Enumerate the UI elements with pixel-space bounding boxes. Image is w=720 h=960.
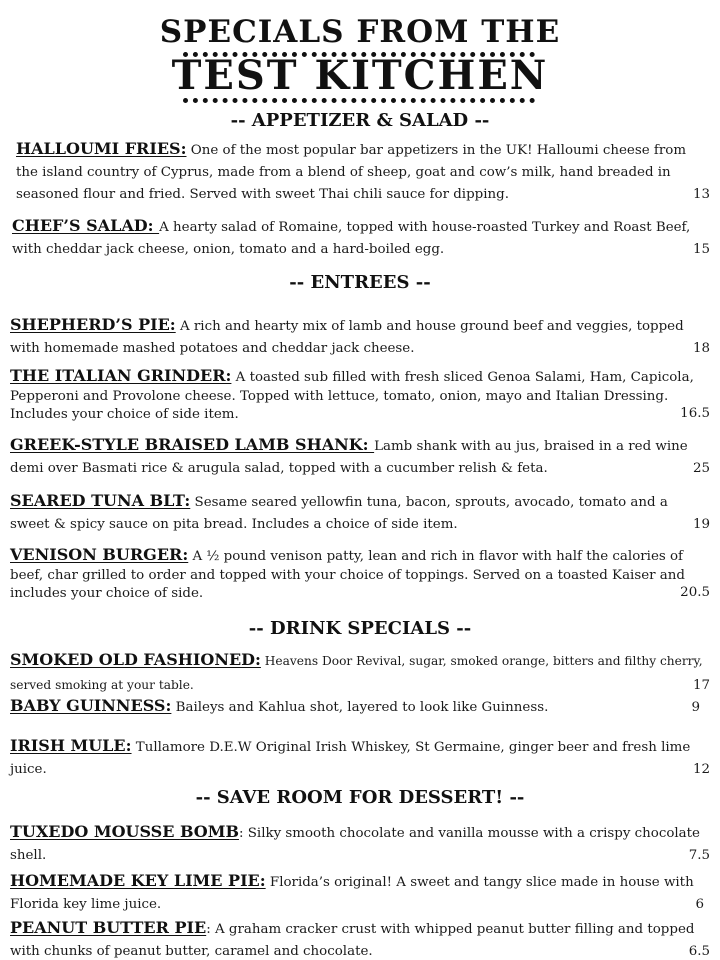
menu-item-tuxedo-mousse-bomb — [10, 821, 710, 867]
menu-item-venison-burger — [10, 546, 710, 604]
item-name: CHEF’S SALAD: — [12, 216, 160, 235]
item-name: SMOKED OLD FASHIONED: — [10, 650, 261, 669]
menu-title-line2: TEST KITCHEN — [171, 52, 549, 99]
item-description: A ½ pound venison patty, lean and rich in flavor with half the calories of beef, char grilled to order and topped with your choice of toppings. Served on a toasted Kaiser and includes your choice of side. — [10, 549, 685, 601]
item-description: Baileys and Kahlua shot, layered to look like Guinness. — [171, 700, 549, 715]
item-description: A rich and hearty mix of lamb and house ground beef and veggies, topped with homemade mashed potatoes and cheddar jack cheese. — [10, 319, 684, 356]
item-name: TUXEDO MOUSSE BOMB — [10, 822, 239, 841]
item-price: 15 — [692, 242, 710, 257]
section-heading-appetizer: -- APPETIZER & SALAD -- — [230, 110, 490, 131]
menu-item-italian-grinder — [10, 367, 710, 425]
item-description: : A graham cracker crust with whipped peanut butter filling and topped with chunks of peanut butter, caramel and chocolate. — [10, 922, 695, 959]
item-price: 9 — [691, 700, 700, 715]
item-description: One of the most popular bar appetizers in the UK! Halloumi cheese from the island country of Cyprus, made from a blend of sheep, goat and cow’s milk, hand breaded in seasoned flour and fried. Served with sweet Thai chili sauce for dipping. — [16, 143, 687, 202]
menu-item-lamb-shank — [10, 434, 710, 480]
item-price: 20.5 — [680, 584, 710, 600]
item-name: BABY GUINNESS: — [10, 696, 172, 715]
item-price: 19 — [692, 517, 710, 532]
item-description: Tullamore D.E.W Original Irish Whiskey, St Germaine, ginger beer and fresh lime juice. — [10, 740, 691, 777]
item-price: 25 — [692, 461, 710, 476]
section-heading-dessert: -- SAVE ROOM FOR DESSERT! -- — [195, 787, 525, 808]
item-name: HOMEMADE KEY LIME PIE: — [10, 871, 266, 890]
item-description: Lamb shank with au jus, braised in a red wine demi over Basmati rice & arugula salad, topped with a cucumber relish & feta. — [10, 439, 688, 476]
section-heading-drinks: -- DRINK SPECIALS -- — [248, 618, 472, 639]
item-name: VENISON BURGER: — [10, 545, 189, 564]
menu-item-halloumi-fries — [16, 138, 710, 206]
item-description: Heavens Door Revival, sugar, smoked orange, bitters and filthy cherry, served smoking at your table. — [10, 654, 703, 692]
title-divider-bottom — [183, 98, 535, 103]
item-name: GREEK-STYLE BRAISED LAMB SHANK: — [10, 435, 375, 454]
item-price: 7.5 — [688, 848, 710, 863]
menu-title-line1: SPECIALS FROM THE — [159, 14, 561, 50]
menu-item-peanut-butter-pie — [10, 917, 710, 960]
item-price: 6.5 — [688, 944, 710, 959]
item-description: A hearty salad of Romaine, topped with house-roasted Turkey and Roast Beef, with cheddar jack cheese, onion, tomato and a hard-boiled egg. — [12, 220, 691, 257]
item-description: Sesame seared yellowfin tuna, bacon, sprouts, avocado, tomato and a sweet & spicy sauce on pita bread. Includes a choice of side item. — [10, 495, 668, 532]
item-description: A toasted sub filled with fresh sliced Genoa Salami, Ham, Capicola, Pepperoni and Provolone cheese. Topped with lettuce, tomato, onion, mayo and Italian Dressing. Includes your choice of side item. — [10, 370, 694, 422]
item-price: 13 — [692, 187, 710, 202]
menu-item-baby-guinness — [10, 695, 710, 719]
menu-item-chefs-salad — [12, 215, 710, 261]
item-name: THE ITALIAN GRINDER: — [10, 366, 232, 385]
item-price: 17 — [692, 678, 710, 693]
item-name: SEARED TUNA BLT: — [10, 491, 191, 510]
item-price: 18 — [692, 341, 710, 356]
item-name: IRISH MULE: — [10, 736, 132, 755]
menu-item-seared-tuna-blt — [10, 490, 710, 536]
menu-item-smoked-old-fashioned — [10, 648, 710, 697]
section-heading-entrees: -- ENTREES -- — [289, 272, 431, 293]
item-name: HALLOUMI FRIES: — [16, 139, 187, 158]
item-description: : Silky smooth chocolate and vanilla mousse with a crispy chocolate shell. — [10, 826, 700, 863]
item-price: 6 — [695, 897, 704, 912]
item-name: SHEPHERD’S PIE: — [10, 315, 176, 334]
item-price: 16.5 — [680, 405, 710, 421]
menu-item-shepherds-pie — [10, 314, 710, 360]
item-price: 12 — [692, 762, 710, 777]
menu-item-key-lime-pie — [10, 870, 710, 916]
item-name: PEANUT BUTTER PIE — [10, 918, 207, 937]
item-description: Florida’s original! A sweet and tangy slice made in house with Florida key lime juice. — [10, 875, 694, 912]
menu-item-irish-mule — [10, 735, 710, 781]
